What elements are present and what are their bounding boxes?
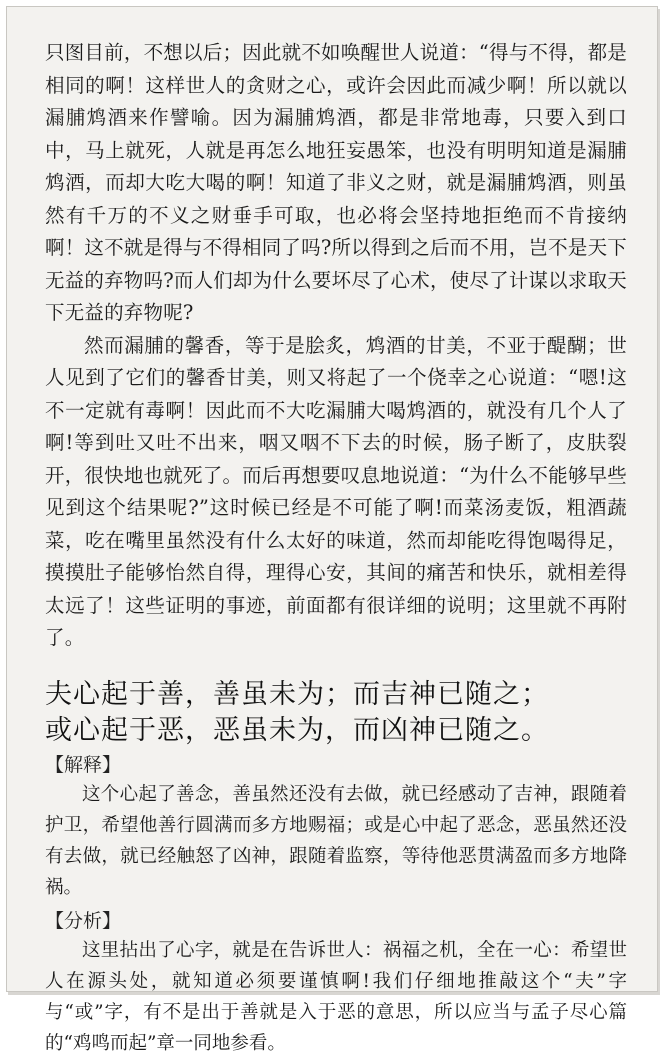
paragraph-2: 然而漏脯的馨香，等于是脍炙，鸩酒的甘美，不亚于醍醐；世人见到了它们的馨香甘美，则又将起了一个侥幸之心说道：“嗯!这不一定就有毒啊！因此而不大吃漏脯大喝鸩酒的，就没有几个人了啊!等到吐又吐不出来，咽又咽不下去的时候，肠子断了，皮肤裂开，很快地也就死了。而后再想要叹息地说道：“为什么不能够早些见到这个结果呢?”这时候已经是不可能了啊!而菜汤麦饭，粗酒蔬菜，吃在嘴里虽然没有什么太好的味道，然而却能吃得饱喝得足，摸摸肚子能够怡然自得，理得心安，其间的痛苦和快乐，就相差得太远了！这些证明的事迹，前面都有很详细的说明；这里就不再附了。 [45, 333, 627, 649]
book-page [6, 6, 658, 1054]
quote-line-1: 夫心起于善，善虽未为；而吉神已随之； [45, 678, 549, 710]
explanation-heading: 【解释】 [45, 753, 122, 776]
paragraph-1: 只图目前，不想以后；因此就不如唤醒世人说道：“得与不得，都是相同的啊！这样世人的贪财之心，或许会因此而减少啊！所以就以漏脯鸩酒来作譬喻。因为漏脯鸩酒，都是非常地毒，只要入到口中，马上就死，人就是再怎么地狂妄愚笨，也没有明明知道是漏脯鸩酒，而却大吃大喝的啊！知道了非义之财，就是漏脯鸩酒，则虽然有千万的不义之财垂手可取，也必将会坚持地拒绝而不肯接纳啊！这不就是得与不得相同了吗?所以得到之后而不用，岂不是天下无益的弃物吗?而人们却为什么要坏尽了心术，使尽了计谋以求取天下无益的弃物呢? [45, 41, 627, 324]
page-content [45, 37, 627, 1059]
scripture-quote [45, 677, 627, 749]
analysis-heading: 【分析】 [45, 909, 122, 932]
analysis-text: 这里拈出了心字，就是在告诉世人：祸福之机，全在一心：希望世人在源头处，就知道必须要谨慎啊!我们仔细地推敲这个“夫”字与“或”字，有不是出于善就是入于恶的意思，所以应当与孟子尽心篇的“鸡鸣而起”章一同地参看。 [45, 939, 627, 1054]
quote-line-2: 或心起于恶，恶虽未为，而凶神已随之。 [45, 714, 549, 746]
explanation-text: 这个心起了善念，善虽然还没有去做，就已经感动了吉神，跟随着护卫，希望他善行圆满而多方地赐福；或是心中起了恶念，恶虽然还没有去做，就已经触怒了凶神，跟随着监察，等待他恶贯满盈而多方地降祸。 [45, 783, 627, 898]
